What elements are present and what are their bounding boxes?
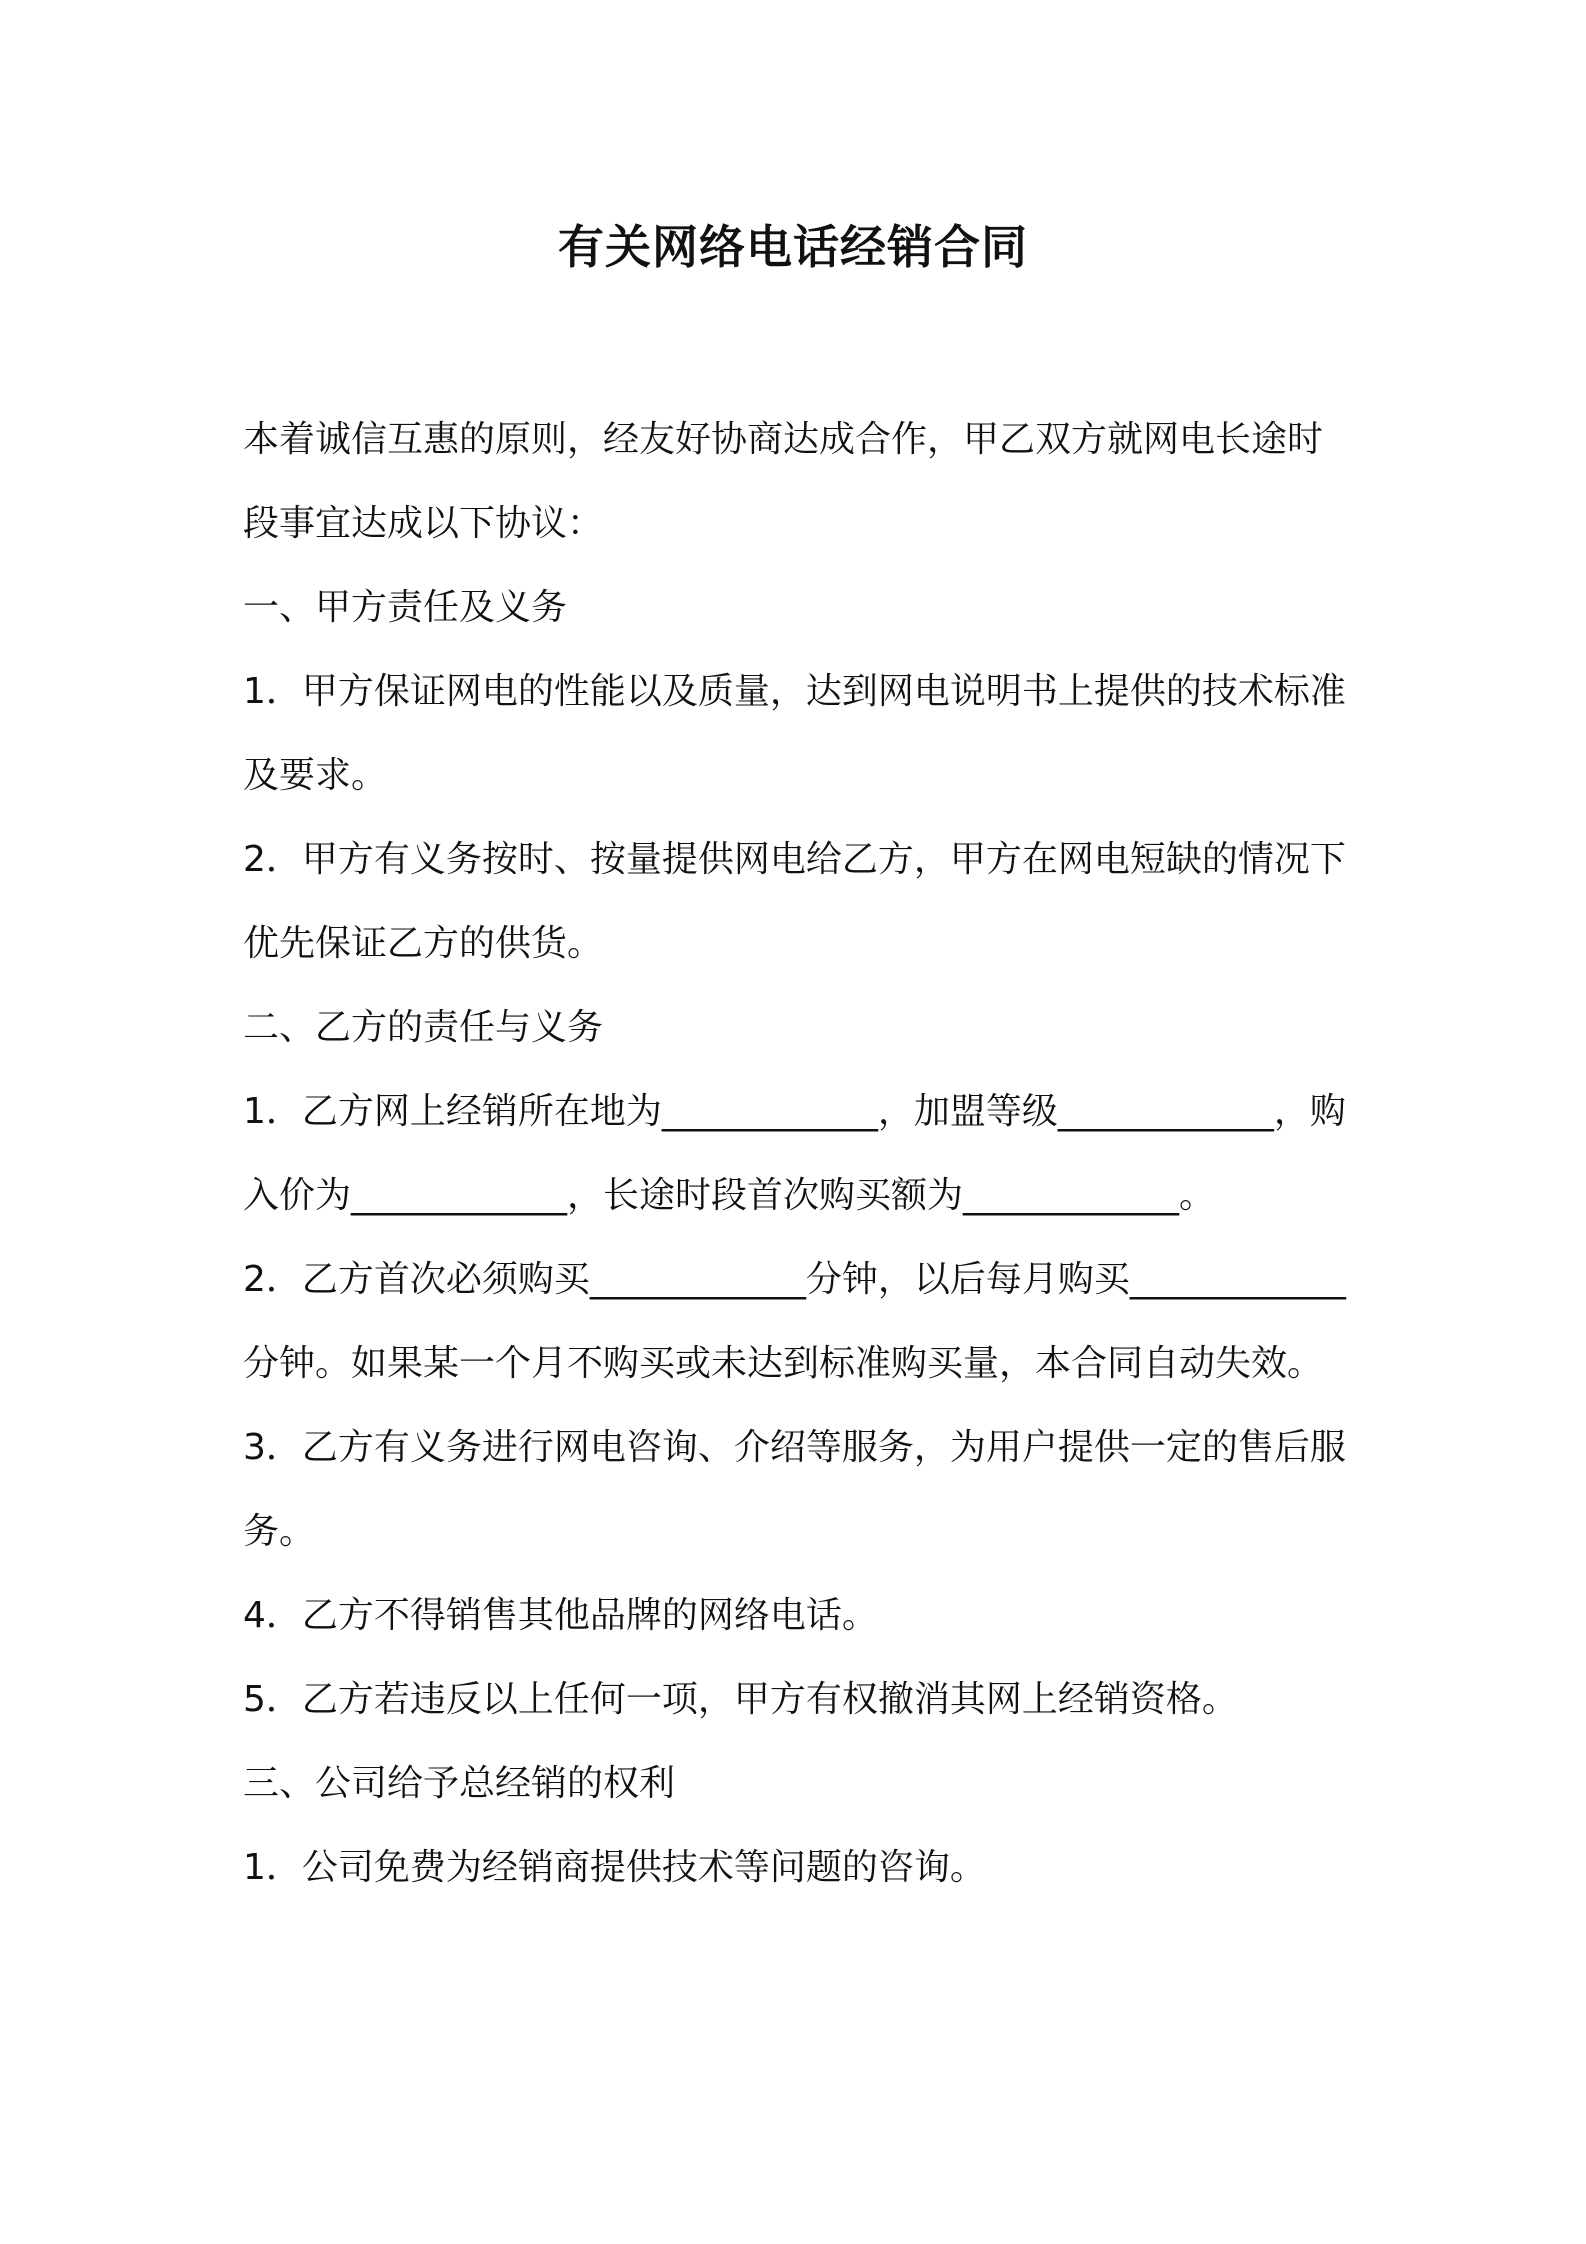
section-heading-party-a: 一、甲方责任及义务	[243, 587, 568, 628]
clause-c-1: 1．公司免费为经销商提供技术等问题的咨询。	[243, 1847, 986, 1888]
clause-a-2: 2．甲方有义务按时、按量提供网电给乙方，甲方在网电短缺的情况下优先保证乙方的供货。	[243, 839, 1346, 964]
section-heading-company-rights: 三、公司给予总经销的权利	[243, 1763, 676, 1804]
clause-b-1: 1．乙方网上经销所在地为____________，加盟等级____________，购入价为____________，长途时段首次购买额为____________。	[243, 1091, 1346, 1216]
clause-b-4: 4．乙方不得销售其他品牌的网络电话。	[243, 1595, 878, 1636]
clause-b-2: 2．乙方首次必须购买____________分钟，以后每月购买____________分钟。如果某一个月不购买或未达到标准购买量，本合同自动失效。	[243, 1259, 1346, 1384]
clause-b-3: 3．乙方有义务进行网电咨询、介绍等服务，为用户提供一定的售后服务。	[243, 1427, 1346, 1552]
intro-paragraph: 本着诚信互惠的原则，经友好协商达成合作，甲乙双方就网电长途时段事宜达成以下协议：	[243, 419, 1324, 544]
clause-a-1: 1．甲方保证网电的性能以及质量，达到网电说明书上提供的技术标准及要求。	[243, 671, 1346, 796]
section-heading-party-b: 二、乙方的责任与义务	[243, 1007, 604, 1048]
document-body	[243, 398, 1353, 1910]
document-title: 有关网络电话经销合同	[558, 220, 1028, 274]
clause-b-5: 5．乙方若违反以上任何一项，甲方有权撤消其网上经销资格。	[243, 1679, 1238, 1720]
